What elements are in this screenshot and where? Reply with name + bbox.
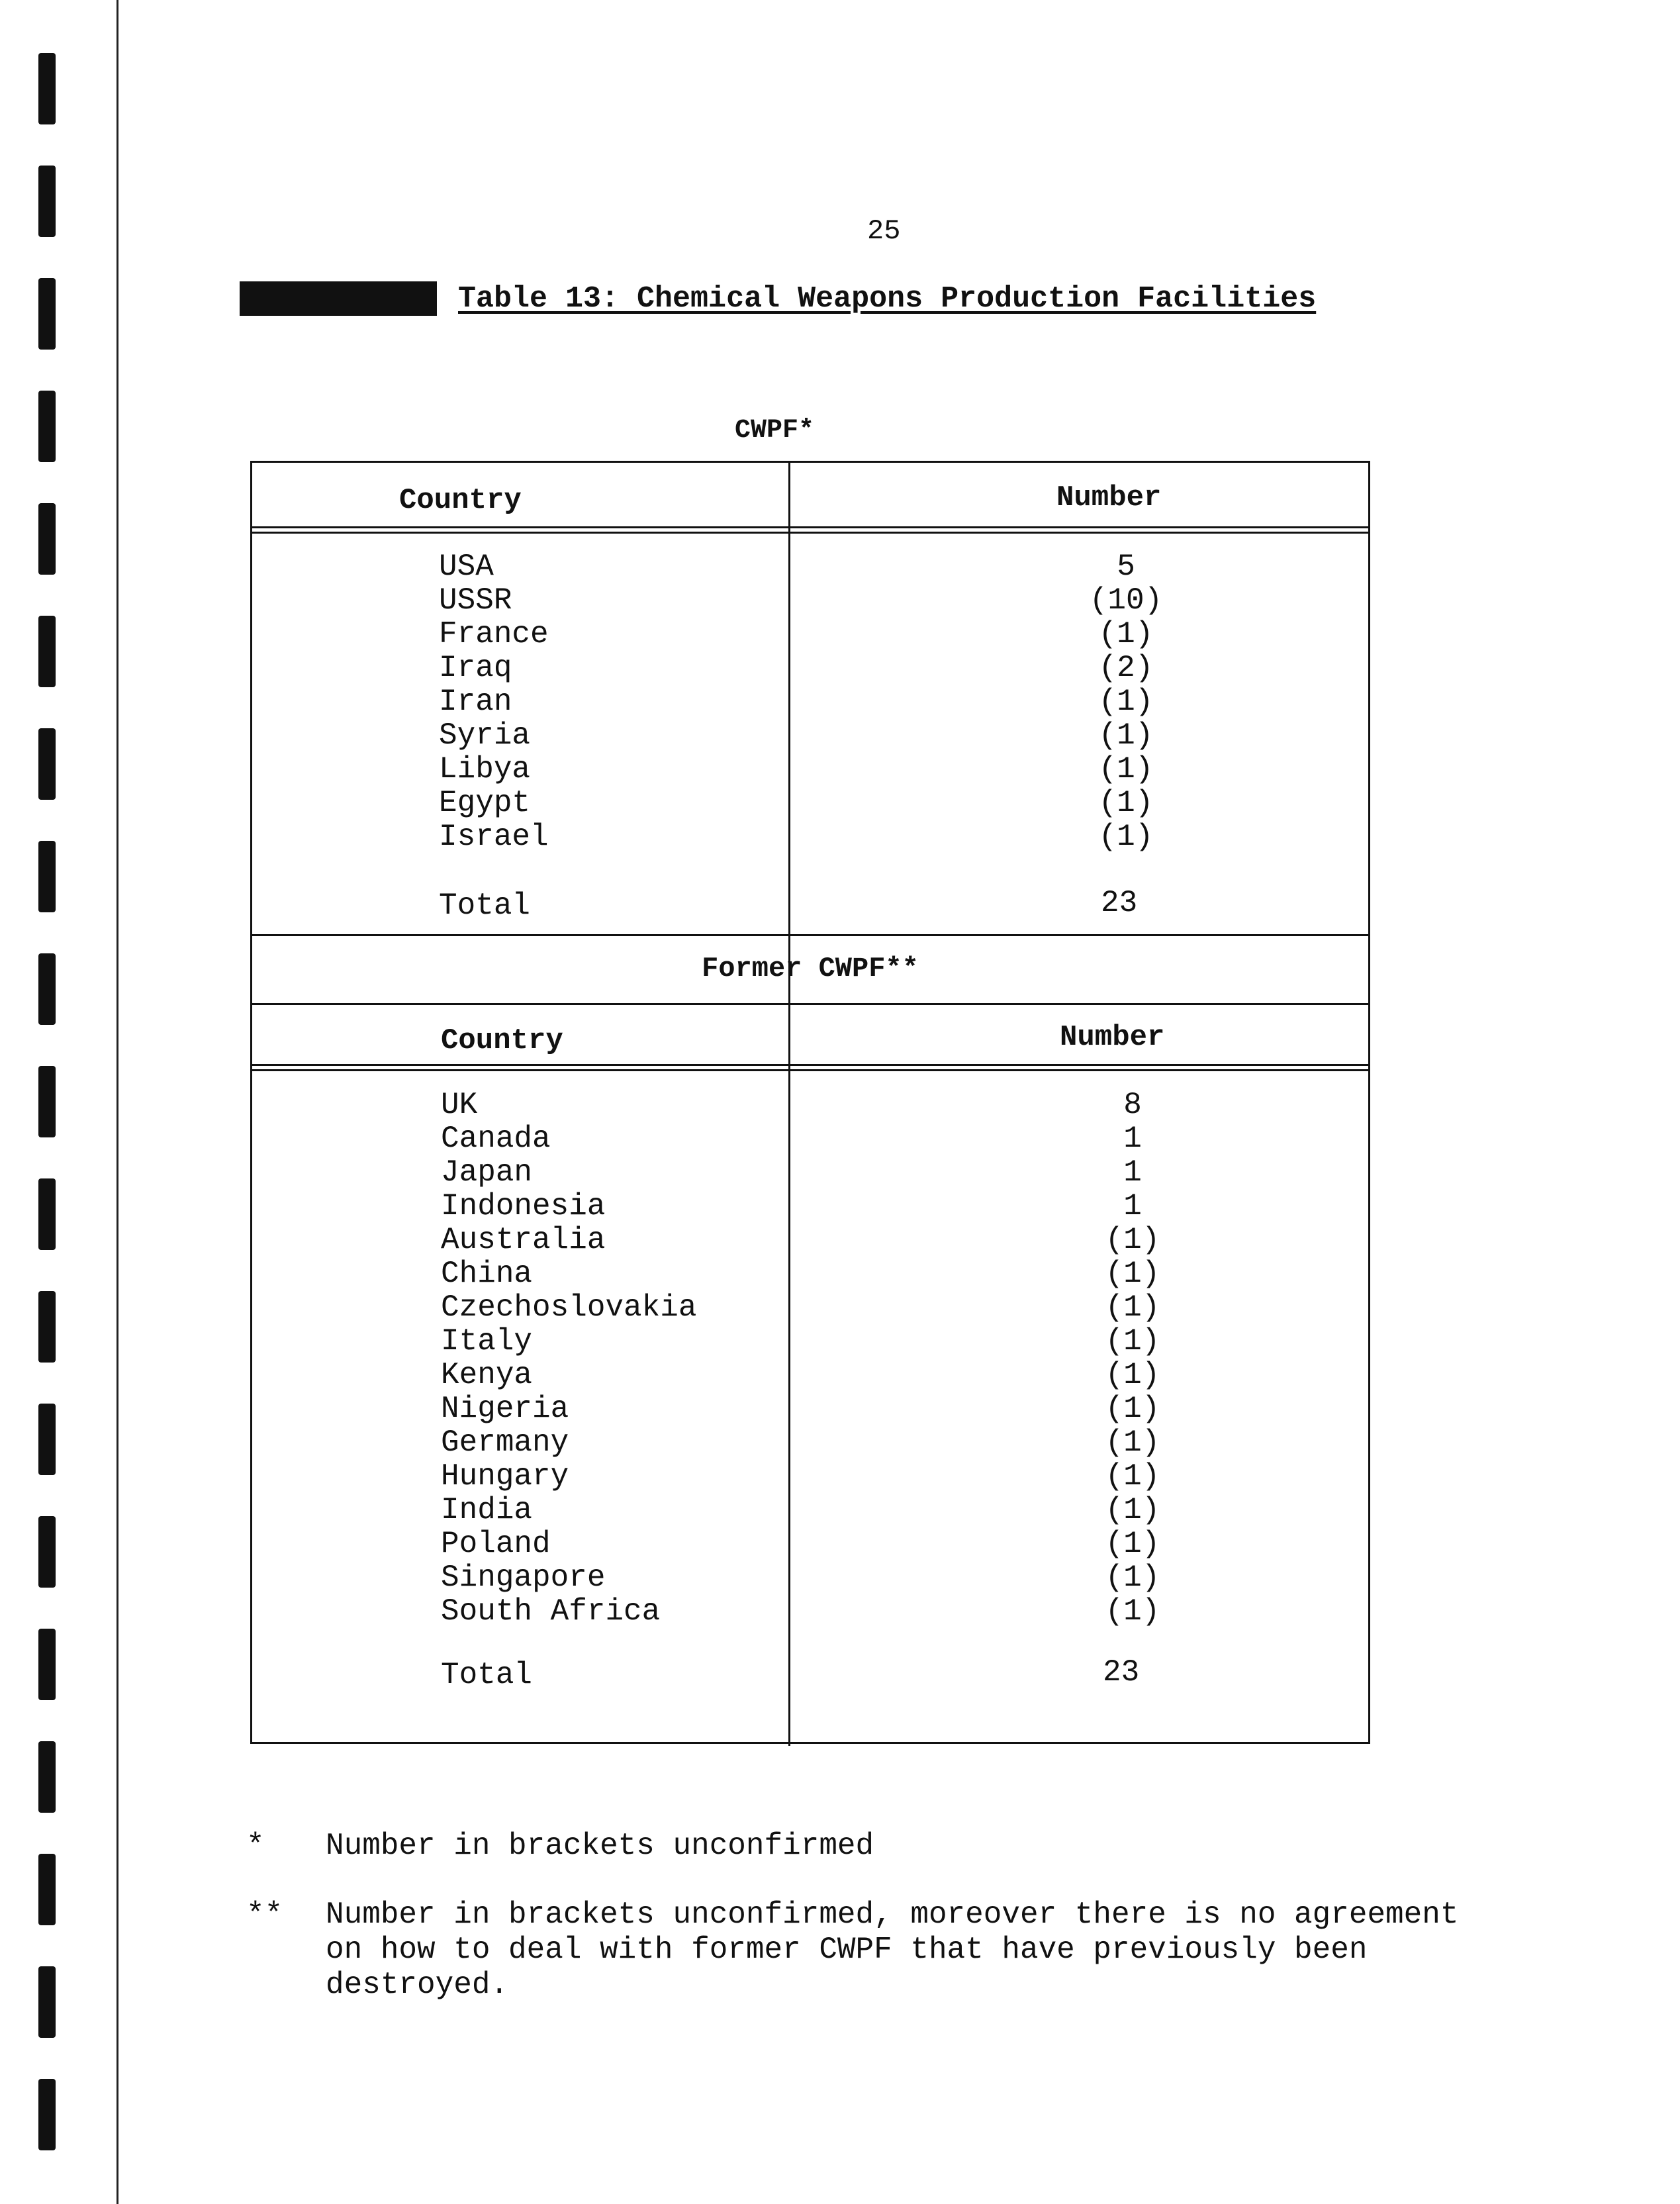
binding-mark: [38, 166, 56, 237]
table-cell-number: (1): [1105, 1257, 1160, 1291]
footnote-mark: **: [246, 1897, 283, 1932]
section-rule: [252, 934, 1368, 936]
table-cell-number: (1): [1105, 1324, 1160, 1359]
binding-mark: [38, 1516, 56, 1588]
table-row: Hungary: [441, 1459, 569, 1494]
table-row: Israel: [439, 820, 549, 854]
table-row: Indonesia: [441, 1189, 606, 1223]
header-rule: [252, 1069, 1368, 1071]
country-column: [441, 1088, 696, 1629]
binding-mark: [38, 1854, 56, 1925]
binding-mark: [38, 616, 56, 687]
binding-marks: [0, 0, 106, 2204]
binding-mark: [38, 503, 56, 575]
table-cell-number: (1): [1105, 1560, 1160, 1595]
binding-mark: [38, 278, 56, 350]
country-column: [439, 550, 549, 854]
table-cell-number: (1): [1105, 1358, 1160, 1392]
table-row: France: [439, 617, 549, 651]
table-cell-number: 5: [1117, 550, 1135, 584]
table-cell-number: (1): [1098, 685, 1154, 719]
section-rule: [252, 1003, 1368, 1005]
table-row: Nigeria: [441, 1392, 569, 1426]
total-value: 23: [1103, 1655, 1140, 1690]
header-rule: [252, 532, 1368, 534]
table-cell-number: (1): [1098, 752, 1154, 787]
table-cell-number: (1): [1098, 718, 1154, 753]
redaction-block: [240, 281, 437, 316]
binding-mark: [38, 1291, 56, 1363]
table-cell-number: (1): [1105, 1594, 1160, 1629]
column-divider: [788, 463, 790, 1746]
cwpf-label: CWPF*: [735, 416, 815, 446]
table-cell-number: (2): [1098, 651, 1154, 685]
footnote-text: Number in brackets unconfirmed, moreover there is no agreement on how to deal with former CWPF that have previously been destroyed.: [326, 1897, 1459, 2002]
table-title: Table 13: Chemical Weapons Production Facilities: [458, 282, 1317, 316]
header-number: Number: [1056, 481, 1162, 514]
table-row: Syria: [439, 718, 531, 753]
margin-rule: [117, 0, 118, 2204]
binding-mark: [38, 728, 56, 800]
binding-mark: [38, 953, 56, 1025]
table-row: Japan: [441, 1155, 533, 1190]
table-cell-number: (1): [1105, 1223, 1160, 1257]
table-row: India: [441, 1493, 533, 1527]
table-cell-number: (1): [1105, 1392, 1160, 1426]
table-row: USSR: [439, 583, 512, 618]
table-row: Kenya: [441, 1358, 533, 1392]
table-row: Iran: [439, 685, 512, 719]
table-cell-number: (10): [1089, 583, 1163, 618]
table-row: Italy: [441, 1324, 533, 1359]
number-column: [1073, 1088, 1192, 1629]
binding-mark: [38, 1404, 56, 1475]
table-row: Iraq: [439, 651, 512, 685]
table-cell-number: (1): [1105, 1459, 1160, 1494]
binding-mark: [38, 2079, 56, 2150]
page-number: 25: [867, 215, 901, 247]
table-cell-number: (1): [1105, 1290, 1160, 1325]
total-label: Total: [439, 888, 531, 923]
table-row: USA: [439, 550, 494, 584]
total-value: 23: [1101, 886, 1138, 920]
table-row: South Africa: [441, 1594, 661, 1629]
table-row: Czechoslovakia: [441, 1290, 697, 1325]
number-column: [1066, 550, 1186, 854]
table-row: Australia: [441, 1223, 606, 1257]
table-cell-number: (1): [1098, 786, 1154, 820]
table-row: Canada: [441, 1122, 551, 1156]
binding-mark: [38, 53, 56, 124]
binding-mark: [38, 1966, 56, 2038]
former-cwpf-label: Former CWPF**: [702, 953, 919, 984]
table-cell-number: (1): [1105, 1527, 1160, 1561]
table-row: UK: [441, 1088, 478, 1122]
binding-mark: [38, 1178, 56, 1250]
total-label: Total: [441, 1658, 533, 1692]
table-title-row: [240, 281, 1316, 316]
table-row: Egypt: [439, 786, 531, 820]
table-row: China: [441, 1257, 533, 1291]
table-row: Germany: [441, 1425, 569, 1460]
header-number: Number: [1060, 1021, 1165, 1054]
footnote-mark: *: [246, 1829, 265, 1863]
table-cell-number: (1): [1098, 617, 1154, 651]
table-cell-number: 1: [1123, 1189, 1142, 1223]
table-cell-number: (1): [1105, 1493, 1160, 1527]
header-rule: [252, 526, 1368, 528]
binding-mark: [38, 1066, 56, 1137]
table-row: Singapore: [441, 1560, 606, 1595]
table-cell-number: 1: [1123, 1155, 1142, 1190]
binding-mark: [38, 1629, 56, 1700]
binding-mark: [38, 841, 56, 912]
binding-mark: [38, 391, 56, 462]
header-country: Country: [441, 1024, 563, 1057]
header-rule: [252, 1064, 1368, 1066]
table-row: Libya: [439, 752, 531, 787]
table-cell-number: (1): [1105, 1425, 1160, 1460]
table-cell-number: 8: [1123, 1088, 1142, 1122]
table-cell-number: (1): [1098, 820, 1154, 854]
footnote-text: Number in brackets unconfirmed: [326, 1829, 874, 1863]
facilities-table: [250, 461, 1370, 1744]
header-country: Country: [399, 484, 522, 517]
binding-mark: [38, 1741, 56, 1813]
table-row: Poland: [441, 1527, 551, 1561]
table-cell-number: 1: [1123, 1122, 1142, 1156]
footnote: [246, 1897, 1491, 2003]
footnote: [246, 1829, 1491, 1864]
